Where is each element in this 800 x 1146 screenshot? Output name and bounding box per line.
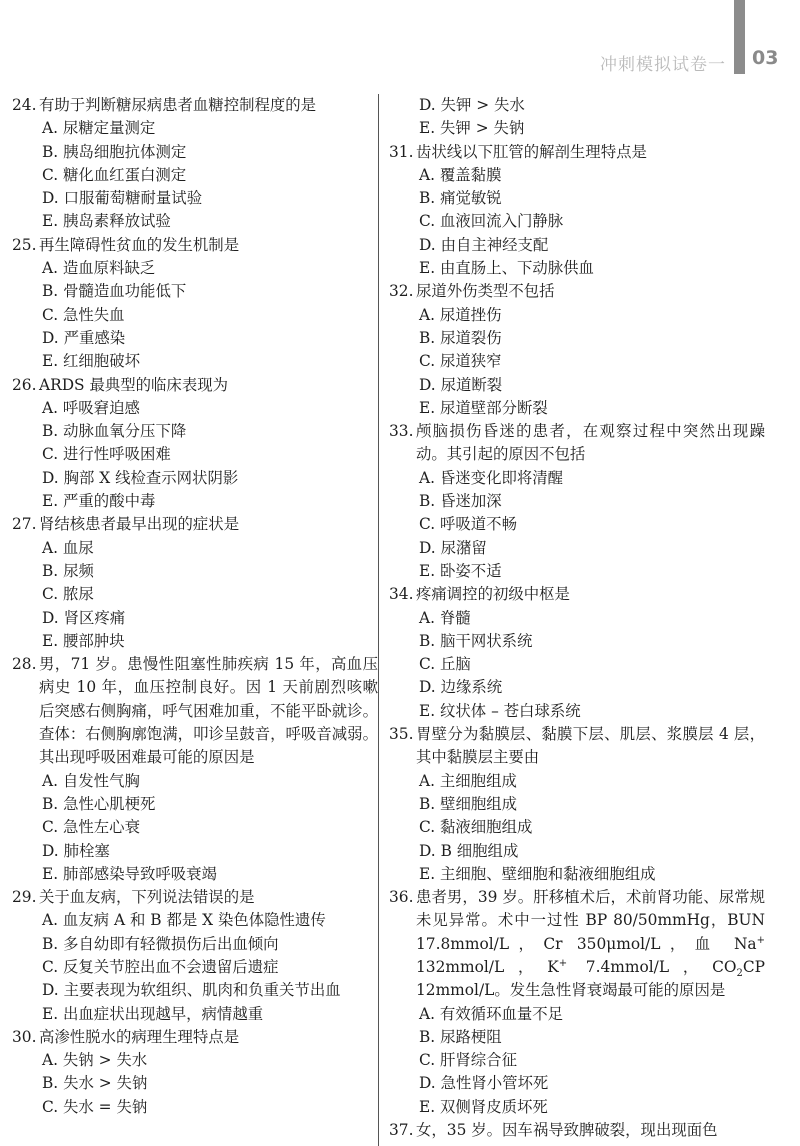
option: C. 糖化血红蛋白测定 [42,165,187,184]
option: A. 呼吸窘迫感 [42,398,140,417]
option: E. 纹状体 – 苍白球系统 [419,701,581,720]
question-number: 29. [12,888,37,907]
option: A. 血友病 A 和 B 都是 X 染色体隐性遗传 [42,911,326,930]
stem-text: 7.4mmol/L，CO [567,957,737,976]
question-25 [12,234,378,257]
question-number: 26. [12,375,37,394]
question-27 [12,513,378,536]
question-28 [12,653,378,769]
question-stem: 有助于判断糖尿病患者血糖控制程度的是 [39,96,317,114]
question-33 [389,420,765,467]
option: E. 胰岛素释放试验 [42,212,171,231]
question-stem: 关于血友病，下列说法错误的是 [39,888,255,907]
option: D. 胸部 X 线检查示网状阴影 [42,468,239,487]
question-number: 34. [389,585,414,604]
question-stem: 肾结核患者最早出现的症状是 [39,515,240,534]
option: C. 急性左心衰 [42,818,140,837]
option: E. 主细胞、壁细胞和黏液细胞组成 [419,864,656,883]
question-number: 33. [389,422,414,441]
stem-text: CP 12mmol/L。发生急性肾衰竭最可能的原因是 [416,957,766,1000]
option: C. 血液回流入门静脉 [419,212,564,231]
option: A. 覆盖黏膜 [419,165,502,184]
option: D. 边缘系统 [419,678,503,697]
option: D. 严重感染 [42,328,126,347]
option: C. 进行性呼吸困难 [42,445,171,464]
option: C. 失水 = 失钠 [42,1097,148,1116]
option: A. 造血原料缺乏 [42,259,156,278]
question-stem: 颅脑损伤昏迷的患者，在观察过程中突然出现躁动。其引起的原因不包括 [416,422,765,464]
question-stem: ARDS 最典型的临床表现为 [39,375,228,394]
option: C. 急性失血 [42,305,125,324]
option: A. 昏迷变化即将清醒 [419,468,564,487]
option: D. B 细胞组成 [419,841,519,860]
option: C. 黏液细胞组成 [419,818,533,837]
option: E. 严重的酸中毒 [42,492,156,511]
question-number: 31. [389,142,414,161]
option: A. 脊髓 [419,608,471,627]
option: D. 尿道断裂 [419,375,503,394]
question-stem: 再生障碍性贫血的发生机制是 [39,235,240,254]
option: A. 尿糖定量测定 [42,119,156,138]
page-header [0,0,800,90]
option: C. 肝肾综合征 [419,1051,517,1070]
option: B. 骨髓造血功能低下 [42,282,187,301]
question-32 [389,280,765,303]
option: B. 动脉血氧分压下降 [42,422,187,441]
option: D. 尿潴留 [419,538,487,557]
left-column [12,94,378,1119]
option: E. 卧姿不适 [419,561,502,580]
option: A. 自发性气胸 [42,771,140,790]
question-number: 35. [389,725,414,744]
option: D. 主要表现为软组织、肌肉和负重关节出血 [42,981,341,1000]
option: A. 主细胞组成 [419,771,517,790]
question-stem: 胃壁分为黏膜层、黏膜下层、肌层、浆膜层 4 层，其中黏膜层主要由 [416,725,765,767]
option: D. 口服葡萄糖耐量试验 [42,189,203,208]
option: B. 多自幼即有轻微损伤后出血倾向 [42,934,279,953]
option: C. 呼吸道不畅 [419,515,517,534]
option: B. 脑干网状系统 [419,631,533,650]
option: B. 尿路梗阻 [419,1027,502,1046]
stem-text: 患者男，39 岁。肝移植术后，术前肾功能、尿常规未见异常。术中一过性 BP 80/50mmHg，BUN 17.8mmol/L，Cr 350μmol/L，血 Na [416,888,765,953]
option: E. 双侧肾皮质坏死 [419,1097,548,1116]
question-24 [12,94,378,117]
question-37 [389,1119,765,1142]
question-number: 28. [12,655,37,674]
question-35 [389,723,765,770]
question-29 [12,886,378,909]
option: A. 血尿 [42,538,94,557]
question-stem: 男，71 岁。患慢性阻塞性肺疾病 15 年，高血压病史 10 年，血压控制良好。因 1 天前剧烈咳嗽后突感右侧胸痛，呼气困难加重，不能平卧就诊。查体：右侧胸廓饱满，叩诊呈鼓音，呼吸音减弱。其出现呼吸困难最可能的原因是 [39,655,378,767]
option: B. 昏迷加深 [419,492,502,511]
option: E. 由直肠上、下动脉供血 [419,259,594,278]
option: B. 尿频 [42,561,94,580]
stem-text: 132mmol/L，K [416,957,559,976]
question-number: 25. [12,235,37,254]
question-34 [389,583,765,606]
question-stem: 尿道外伤类型不包括 [416,282,555,301]
header-bar [734,0,745,74]
option: B. 胰岛细胞抗体测定 [42,142,187,161]
option: E. 腰部肿块 [42,631,125,650]
option: E. 尿道壁部分断裂 [419,398,548,417]
question-stem: 女，35 岁。因车祸导致脾破裂，现出现面色 [416,1121,718,1140]
option: B. 尿道裂伤 [419,328,502,347]
subscript-two: 2 [736,968,743,980]
question-stem [416,886,765,1002]
option: D. 急性肾小管坏死 [419,1074,549,1093]
option: A. 尿道挫伤 [419,305,502,324]
option: C. 尿道狭窄 [419,352,502,371]
option: D. 肾区疼痛 [42,608,126,627]
option: C. 丘脑 [419,655,471,674]
question-number: 37. [389,1121,414,1140]
option: D. 由自主神经支配 [419,235,549,254]
question-number: 24. [12,96,37,114]
question-30 [12,1026,378,1049]
option: B. 失水 > 失钠 [42,1074,148,1093]
option: B. 壁细胞组成 [419,794,518,813]
option: E. 出血症状出现越早，病情越重 [42,1004,264,1023]
question-26 [12,374,378,397]
exam-title: 冲刺模拟试卷一 [600,55,726,75]
option: C. 反复关节腔出血不会遗留后遗症 [42,957,279,976]
option: D. 失钾 > 失水 [419,96,525,114]
question-number: 30. [12,1027,37,1046]
page-number: 03 [752,47,779,69]
option: A. 有效循环血量不足 [419,1004,564,1023]
question-number: 32. [389,282,414,301]
question-36 [389,886,765,1002]
question-number: 36. [389,888,414,907]
question-stem: 齿状线以下肛管的解剖生理特点是 [416,142,647,161]
option: A. 失钠 > 失水 [42,1051,148,1070]
question-31 [389,141,765,164]
option: B. 急性心肌梗死 [42,794,156,813]
question-number: 27. [12,515,37,534]
question-stem: 高渗性脱水的病理生理特点是 [39,1027,240,1046]
plus-superscript: + [558,957,568,969]
option: E. 肺部感染导致呼吸衰竭 [42,864,217,883]
option: D. 肺栓塞 [42,841,110,860]
option: B. 痛觉敏锐 [419,189,502,208]
option: C. 脓尿 [42,585,94,604]
option: E. 失钾 > 失钠 [419,119,525,138]
right-column [389,94,765,1142]
column-divider [378,94,379,1146]
plus-superscript: + [756,934,765,946]
option: E. 红细胞破坏 [42,352,140,371]
question-stem: 疼痛调控的初级中枢是 [416,585,570,604]
